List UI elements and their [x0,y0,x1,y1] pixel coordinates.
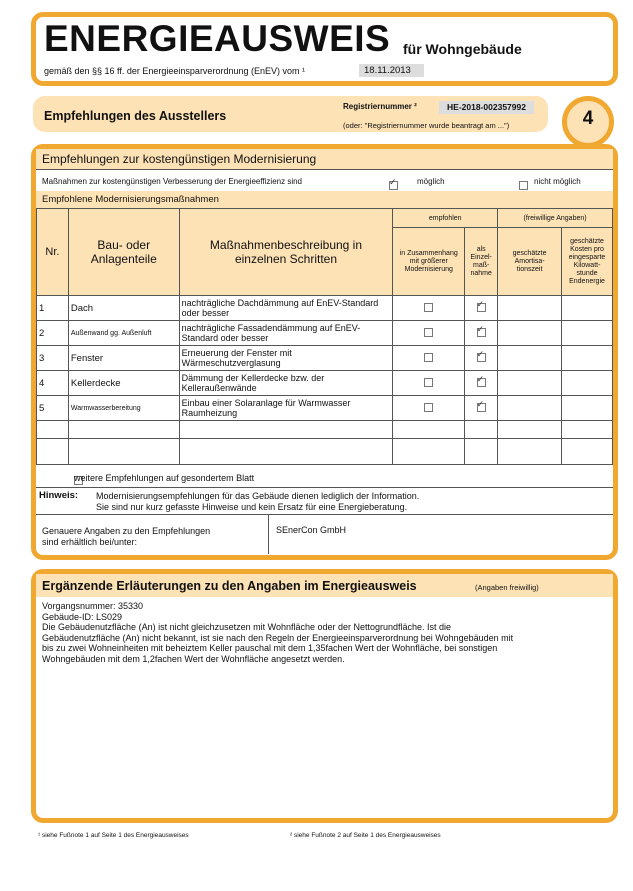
measure-nr: 3 [37,346,69,371]
hint-line-2: Sie sind nur kurz gefasste Hinweise und kein Ersatz für eine Energieberatung. [96,502,408,512]
in-context-checkbox[interactable] [424,353,433,362]
possible-checkbox[interactable] [389,181,398,190]
col-recommended: empfohlen [393,209,498,228]
amortization-cell [498,346,562,371]
contact-divider [268,514,269,554]
col-component: Bau- oder Anlagenteile [68,209,179,296]
possibility-question: Maßnahmen zur kostengünstigen Verbesserung der Energieeffizienz sind [42,177,303,186]
col-description: Maßnahmenbeschreibung in einzelnen Schritten [179,209,393,296]
col-cost-per-kwh: geschätzte Kosten pro eingesparte Kilowatt-stunde Endenergie [562,228,613,296]
contact-value: SEnerCon GmbH [276,525,347,535]
table-row [37,371,613,396]
measure-nr: 4 [37,371,69,396]
not-possible-checkbox[interactable] [519,181,528,190]
measures-table [36,208,613,465]
measure-description: Erneuerung der Fenster mit Wärmeschutzverglasung [179,346,393,371]
table-row [37,296,613,321]
in-context-checkbox[interactable] [424,328,433,337]
measure-component: Außenwand gg. Außenluft [68,321,179,346]
explanation-line: Vorgangsnummer: 35330 [42,601,144,611]
regnr-value: HE-2018-002357992 [439,101,534,114]
regulation-date: 18.11.2013 [359,64,424,77]
col-amortization: geschätzte Amortisa-tionszeit [498,228,562,296]
measure-description: Einbau einer Solaranlage für Warmwasser Raumheizung [179,396,393,421]
measures-title: Empfohlene Modernisierungsmaßnahmen [42,194,219,205]
individual-checkbox[interactable] [477,303,486,312]
table-row [37,396,613,421]
measure-description: nachträgliche Dachdämmung auf EnEV-Standard oder besser [179,296,393,321]
measure-component: Dach [68,296,179,321]
table-row [37,421,613,439]
explanation-line: Gebäude-ID: LS029 [42,611,123,622]
measure-nr: 2 [37,321,69,346]
explanations-title-note: (Angaben freiwillig) [475,583,539,592]
footnote-1: ¹ siehe Fußnote 1 auf Seite 1 des Energieausweises [38,832,189,839]
amortization-cell [498,396,562,421]
cost-cell [562,296,613,321]
individual-checkbox[interactable] [477,328,486,337]
explanations-title: Ergänzende Erläuterungen zu den Angaben im Energieausweis [42,579,417,593]
document-title-suffix: für Wohngebäude [403,41,522,57]
modernization-title: Empfehlungen zur kostengünstigen Modernisierung [42,152,317,166]
individual-cell [465,296,498,321]
regnr-note: (oder: "Registriernummer wurde beantragt am ...") [343,121,510,130]
in-context-cell [393,396,465,421]
explanation-line: Wohngebäuden mit dem 1,2fachen Wert der Wohnfläche angesetzt werden. [42,653,345,664]
document-title: ENERGIEAUSWEIS [44,18,391,59]
possible-label: möglich [417,177,445,186]
table-row [37,346,613,371]
cost-cell [562,346,613,371]
measure-nr: 1 [37,296,69,321]
in-context-cell [393,346,465,371]
col-in-context: in Zusammenhang mit größerer Modernisierung [393,228,465,296]
in-context-checkbox[interactable] [424,403,433,412]
contact-label-2: sind erhältlich bei/unter: [42,537,138,547]
footnote-2: ² siehe Fußnote 2 auf Seite 1 des Energieausweises [290,832,441,839]
in-context-cell [393,321,465,346]
individual-checkbox[interactable] [477,378,486,387]
not-possible-label: nicht möglich [534,177,581,186]
individual-cell [465,321,498,346]
aussteller-title: Empfehlungen des Ausstellers [44,109,227,123]
measure-component: Fenster [68,346,179,371]
measure-description: Dämmung der Kellerdecke bzw. der Kelleraußenwände [179,371,393,396]
individual-cell [465,346,498,371]
individual-checkbox[interactable] [477,353,486,362]
page-number: 4 [582,108,594,129]
table-row [37,439,613,465]
measure-nr: 5 [37,396,69,421]
amortization-cell [498,321,562,346]
in-context-checkbox[interactable] [424,378,433,387]
in-context-cell [393,371,465,396]
contact-label-1: Genauere Angaben zu den Empfehlungen [42,526,211,536]
col-individual: als Einzel-maß-nahme [465,228,498,296]
in-context-checkbox[interactable] [424,303,433,312]
measure-component: Warmwasserbereitung [68,396,179,421]
cost-cell [562,396,613,421]
measure-component: Kellerdecke [68,371,179,396]
table-row [37,321,613,346]
hint-line-1: Modernisierungsempfehlungen für das Gebäude dienen lediglich der Information. [96,491,420,501]
col-optional: (freiwillige Angaben) [498,209,613,228]
explanation-line: Die Gebäudenutzfläche (An) ist nicht gleichzusetzen mit Wohnfläche oder der Nettogrundfläche. Ist die [42,622,452,633]
cost-cell [562,371,613,396]
explanation-line: bis zu zwei Wohneinheiten mit beheiztem Keller pauschal mit dem 1,35fachen Wert der Wohnfläche, bei sonstigen [42,643,498,654]
regulation-subtitle: gemäß den §§ 16 ff. der Energieeinsparverordnung (EnEV) vom ¹ [44,66,305,76]
more-recommendations-label: weitere Empfehlungen auf gesondertem Blatt [74,473,255,483]
individual-cell [465,371,498,396]
measure-description: nachträgliche Fassadendämmung auf EnEV-Standard oder besser [179,321,393,346]
explanations-text [42,601,513,665]
col-nr: Nr. [37,209,69,296]
amortization-cell [498,296,562,321]
cost-cell [562,321,613,346]
explanation-line: Gebäudenutzfläche (An) nicht bekannt, ist sie nach den Regeln der Energieeinsparverordnung bei Wohngebäuden mit [42,632,514,643]
individual-cell [465,396,498,421]
amortization-cell [498,371,562,396]
regnr-label: Registriernummer ² [343,102,417,111]
hint-label: Hinweis: [39,490,79,501]
individual-checkbox[interactable] [477,403,486,412]
in-context-cell [393,296,465,321]
